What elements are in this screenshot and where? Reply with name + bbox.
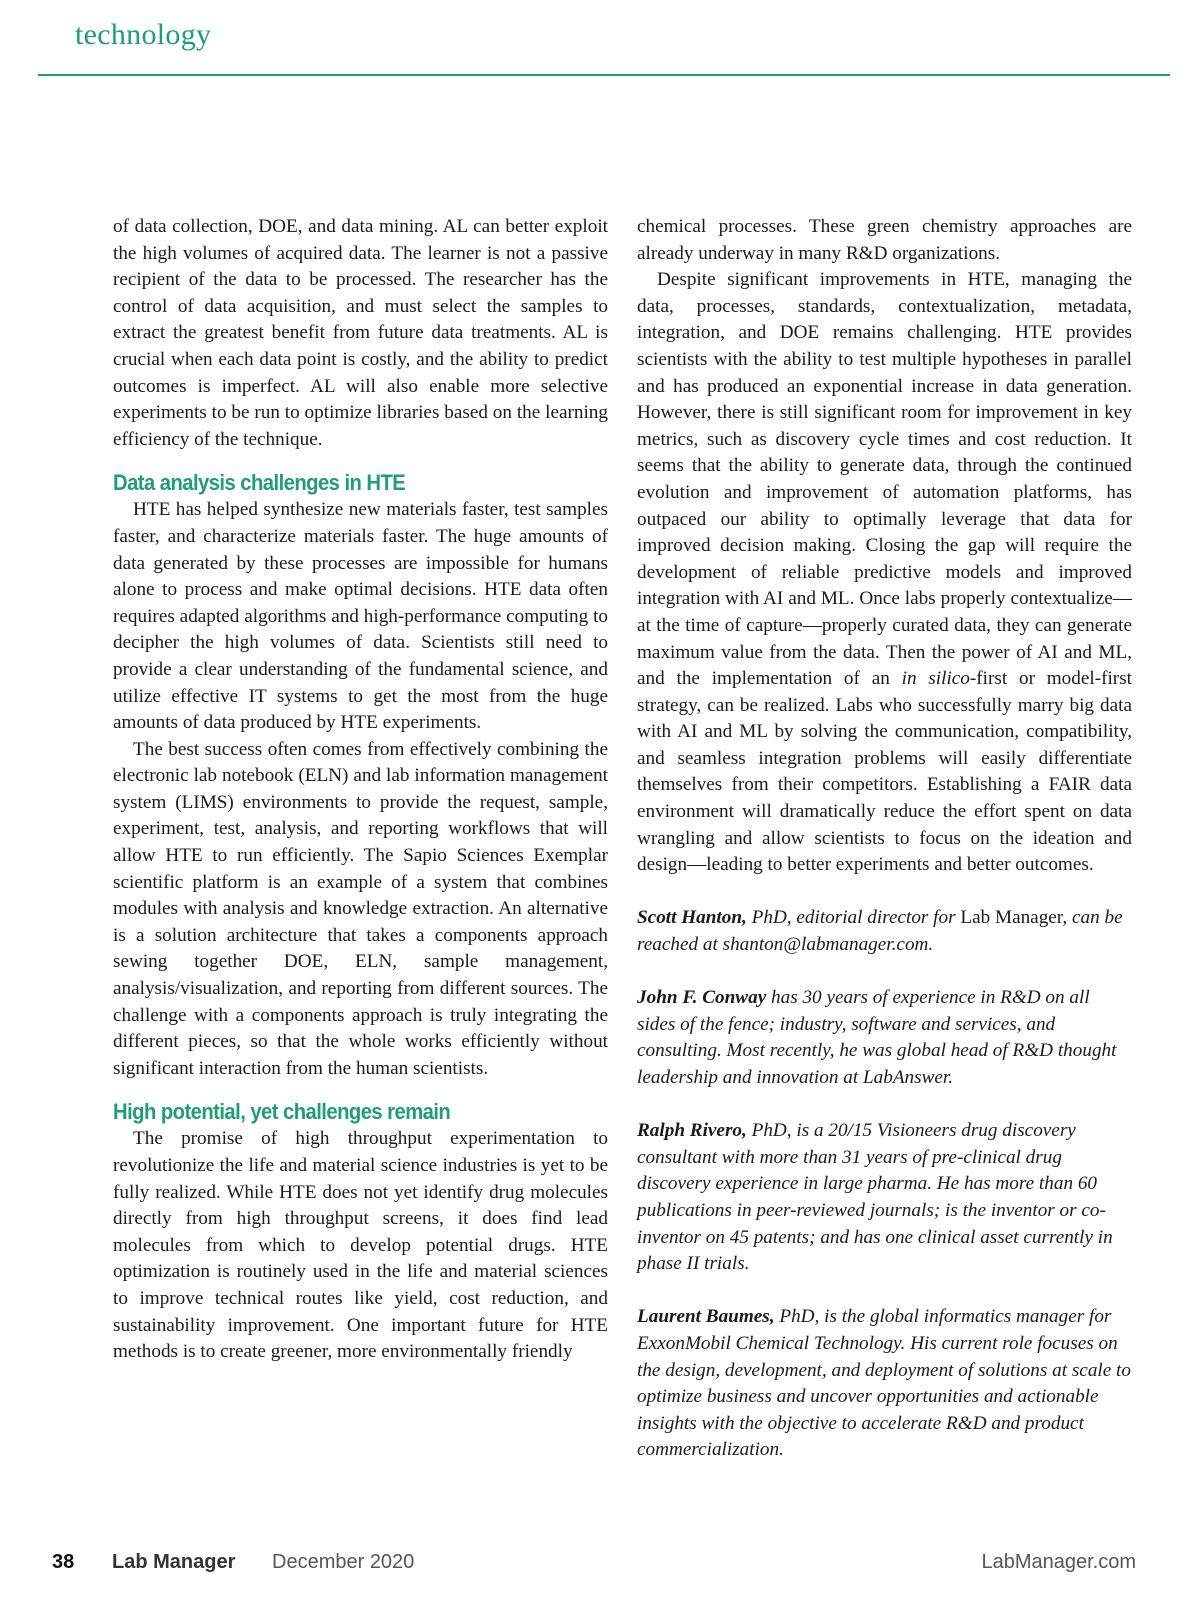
italic-term: in silico [901,668,970,690]
bio-text: has 30 years of experience in R&D on all sides of the fence; industry, software and services, and consulting. Most recently, he was global head of R&D thought leadership and innovation at LabAnswer. [637,987,1117,1088]
magazine-title: Lab Manager, [960,907,1068,929]
page-footer [0,1551,1200,1581]
left-column [113,214,608,1366]
bio-text: PhD, is a 20/15 Visioneers drug discovery consultant with more than 31 years of pre-clinical drug discovery experience in large pharma. He has more than 60 publications in peer-reviewed journals; is the inventor or co-inventor on 45 patents; and has one clinical asset currently in phase II trials. [637,1120,1113,1275]
paragraph: The promise of high throughput experimentation to revolutionize the life and material science industries is yet to be fully realized. While HTE does not yet identify drug molecules directly from high throughput screens, it does find lead molecules from which to develop potential drugs. HTE optimization is routinely used in the life and material sciences to improve technical routes like yield, cost reduction, and sustainability improvement. One important future for HTE methods is to create greener, more environmentally friendly [113,1128,608,1363]
author-bio [637,1118,1132,1278]
author-name: Ralph Rivero, [637,1120,747,1142]
issue-date: December 2020 [272,1551,415,1573]
section-label: technology [75,18,212,51]
author-name: John F. Conway [637,987,767,1009]
subheading-data-analysis: Data analysis challenges in HTE [113,470,406,496]
bio-text: can be reached at shanton@labmanager.com. [637,907,1123,956]
paragraph: The best success often comes from effectively combining the electronic lab notebook (ELN) and lab information management system (LIMS) environments to provide the request, sample, experiment, test, analysis, and reporting workflows that will allow HTE to run efficiently. The Sapio Sciences Exemplar scientific platform is an example of a system that combines modules with analysis and knowledge extraction. An alternative is a solution architecture that takes a components approach sewing together DOE, ELN, sample management, analysis/visualization, and reporting from different sources. The challenge with a components approach is truly integrating the different pieces, so that the whole works efficiently without significant interaction from the human scientists. [113,738,608,1079]
author-bio [637,985,1132,1091]
magazine-name: Lab Manager [112,1551,236,1573]
author-name: Scott Hanton, [637,907,747,929]
paragraph-text: -first or model-first strategy, can be realized. Labs who successfully marry big data with AI and ML by solving the communication, compatibility, and seamless integration problems will easily differentiate themselves from their competitors. Establishing a FAIR data environment will dramatically reduce the effort spent on data wrangling and allow scientists to focus on the ideation and design—leading to better experiments and better outcomes. [637,668,1132,876]
author-bio [637,905,1132,958]
paragraph: of data collection, DOE, and data mining. AL can better exploit the high volumes of acquired data. The learner is not a passive recipient of the data to be processed. The researcher has the control of data acquisition, and must select the samples to extract the greatest benefit from future data treatments. AL is crucial when each data point is costly, and the ability to predict outcomes is imperfect. AL will also enable more selective experiments to be run to optimize libraries based on the learning efficiency of the technique. [113,216,608,450]
header-rule [38,74,1170,76]
paragraph [637,267,1132,879]
bio-text: PhD, is the global informatics manager for ExxonMobil Chemical Technology. His current role focuses on the design, development, and deployment of solutions at scale to optimize business and uncover opportunities and actionable insights with the objective to accelerate R&D and product commercialization. [637,1306,1131,1461]
paragraph-text: Despite significant improvements in HTE, managing the data, processes, standards, contextualization, metadata, integration, and DOE remains challenging. HTE provides scientists with the ability to test multiple hypotheses in parallel and has produced an exponential increase in data generation. However, there is still significant room for improvement in key metrics, such as discovery cycle times and cost reduction. It seems that the ability to generate data, through the continued evolution and improvement of automation platforms, has outpaced our ability to optimally leverage that data for improved decision making. Closing the gap will require the development of reliable predictive models and improved integration with AI and ML. Once labs properly contextualize—at the time of capture—properly curated data, they can generate maximum value from the data. Then the power of AI and ML, and the implementation of an [637,269,1132,690]
subheading-high-potential: High potential, yet challenges remain [113,1099,451,1125]
page-number: 38 [52,1551,75,1573]
paragraph: chemical processes. These green chemistry approaches are already underway in many R&D organizations. [637,216,1132,264]
author-name: Laurent Baumes, [637,1306,775,1328]
bio-text: PhD, editorial director for [751,907,956,929]
right-column [637,214,1132,1491]
website-url: LabManager.com [981,1551,1136,1573]
author-bio [637,1304,1132,1464]
paragraph: HTE has helped synthesize new materials faster, test samples faster, and characterize materials faster. The huge amounts of data generated by these processes are impossible for humans alone to process and make optimal decisions. HTE data often requires adapted algorithms and high-performance computing to decipher the high volumes of data. Scientists still need to provide a clear understanding of the fundamental science, and utilize effective IT systems to get the most from the huge amounts of data produced by HTE experiments. [113,499,608,734]
